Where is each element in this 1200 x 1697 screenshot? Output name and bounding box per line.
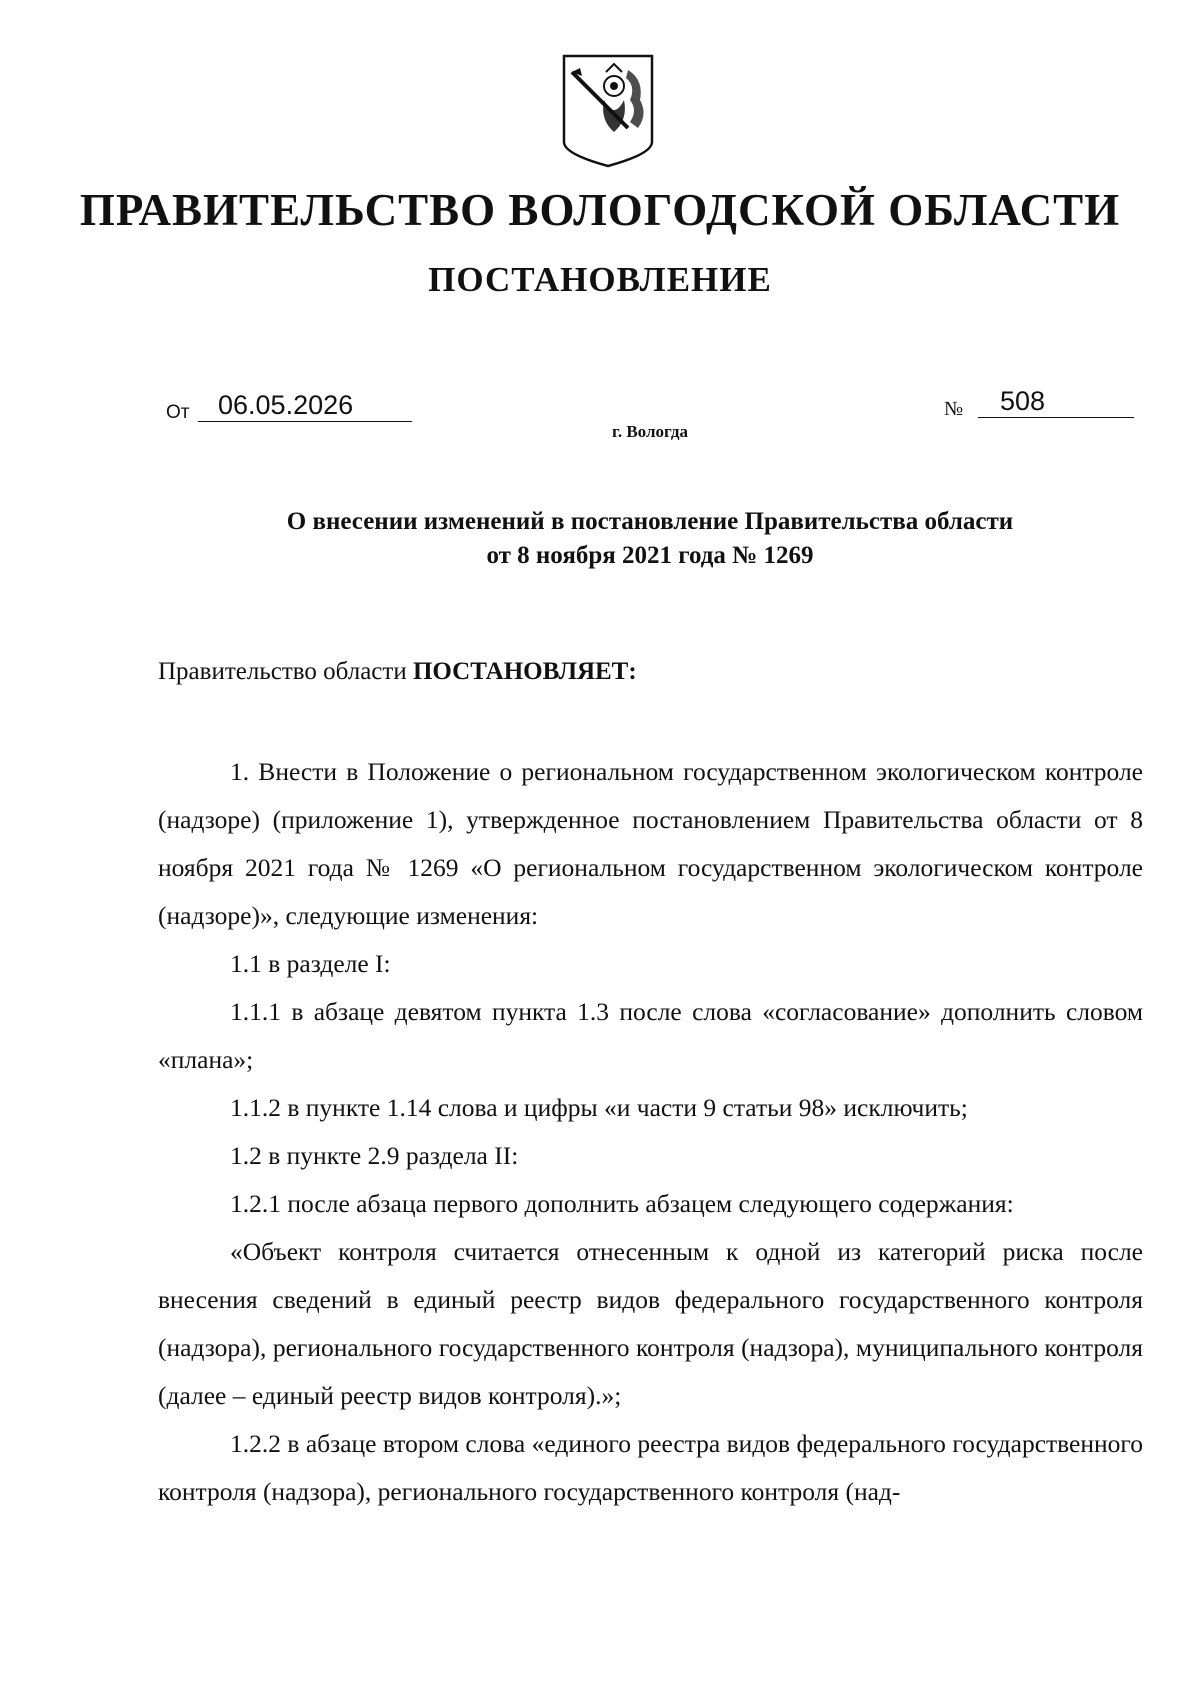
date-prefix: От [166,402,190,423]
paragraph-1-1-2: 1.1.2 в пункте 1.14 слова и цифры «и части 9 статьи 98» исключить; [230,1093,968,1122]
paragraph-1-2-1: 1.2.1 после абзаца первого дополнить абзацем следующего содержания: [230,1189,1014,1218]
coat-of-arms-icon [558,50,658,168]
document-date: 06.05.2026 [198,389,412,422]
subject-line-2: от 8 ноября 2021 года № 1269 [486,542,814,569]
paragraph-1-1: 1.1 в разделе I: [230,949,391,978]
paragraph-1-2-2: 1.2.2 в абзаце втором слова «единого реестра видов федерального государственного контроля (надзора), регионального государственного контроля (над- [158,1429,1143,1506]
city: г. Вологда [612,422,688,441]
subject-line-1: О внесении изменений в постановление Правительства области [286,508,1014,535]
paragraph-1: 1. Внести в Положение о региональном государственном экологическом контроле (надзоре) (приложение 1), утвержденное постановлением Правительства области от 8 ноября 2021 года № 1269 «О региональном государственном экологическом контроле (надзоре)», следующие изменения: [158,757,1143,930]
paragraph-1-1-1: 1.1.1 в абзаце девятом пункта 1.3 после слова «согласование» дополнить словом «плана»; [158,997,1143,1074]
number-prefix: № [944,398,964,420]
document-type: ПОСТАНОВЛЕНИЕ [428,260,772,299]
paragraph-1-2: 1.2 в пункте 2.9 раздела II: [230,1141,519,1170]
intro-decree: ПОСТАНОВЛЯЕТ: [412,658,637,685]
quoted-paragraph: «Объект контроля считается отнесенным к одной из категорий риска после внесения сведений в единый реестр видов федерального государственного контроля (надзора), регионального государственного контроля (надзора), муниципального контроля (далее – единый реестр видов контроля).»; [158,1237,1143,1410]
document-number: 508 [978,385,1134,418]
organization-title: ПРАВИТЕЛЬСТВО ВОЛОГОДСКОЙ ОБЛАСТИ [79,185,1121,235]
intro-line [158,658,1143,686]
document-subject [0,505,1200,573]
intro-prefix: Правительство области [158,658,413,685]
